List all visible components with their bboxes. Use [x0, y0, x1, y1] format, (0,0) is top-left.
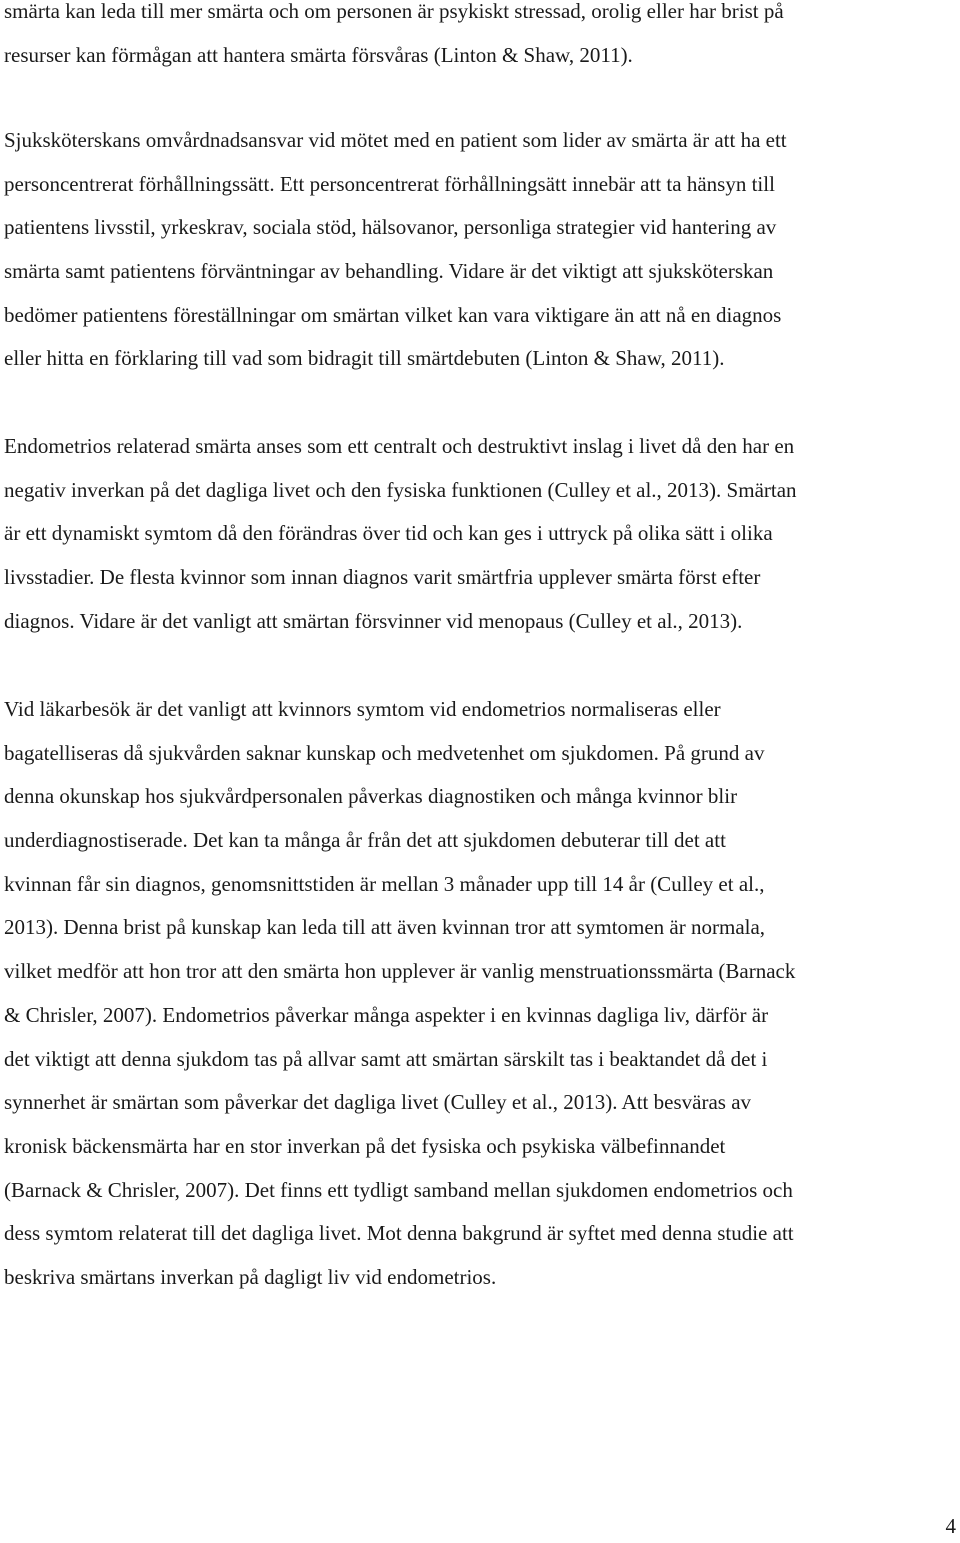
- text-line: (Barnack & Chrisler, 2007). Det finns ett tydligt samband mellan sjukdomen endometrios och: [4, 1177, 793, 1202]
- text-line: livsstadier. De flesta kvinnor som innan diagnos varit smärtfria upplever smärta först efter: [4, 565, 761, 590]
- page-number: 4: [945, 1514, 956, 1538]
- text-line: eller hitta en förklaring till vad som bidragit till smärtdebuten (Linton & Shaw, 2011).: [4, 346, 725, 371]
- text-line: är ett dynamiskt symtom då den förändras över tid och kan ges i uttryck på olika sätt i olika: [4, 521, 773, 546]
- text-line: kvinnan får sin diagnos, genomsnittstiden är mellan 3 månader upp till 14 år (Culley et al.,: [4, 871, 765, 896]
- text-line: beskriva smärtans inverkan på dagligt liv vid endometrios.: [4, 1264, 497, 1289]
- text-line: patientens livsstil, yrkeskrav, sociala stöd, hälsovanor, personliga strategier vid hantering av: [4, 215, 777, 240]
- text-line: 2013). Denna brist på kunskap kan leda till att även kvinnan tror att symtomen är normala,: [4, 915, 766, 940]
- paragraph-3: [4, 425, 960, 643]
- paragraph-1: [4, 0, 960, 77]
- text-line: bedömer patientens föreställningar om smärtan vilket kan vara viktigare än att nå en diagnos: [4, 302, 782, 327]
- text-line: & Chrisler, 2007). Endometrios påverkar många aspekter i en kvinnas dagliga liv, därför är: [4, 1002, 769, 1027]
- text-line: resurser kan förmågan att hantera smärta försvåras (Linton & Shaw, 2011).: [4, 42, 633, 67]
- paragraph-2: [4, 119, 960, 381]
- text-line: negativ inverkan på det dagliga livet och den fysiska funktionen (Culley et al., 2013). Smärtan: [4, 477, 797, 502]
- text-line: dess symtom relaterat till det dagliga livet. Mot denna bakgrund är syftet med denna studie att: [4, 1221, 794, 1246]
- text-line: Endometrios relaterad smärta anses som ett centralt och destruktivt inslag i livet då den har en: [4, 434, 795, 458]
- text-line: denna okunskap hos sjukvårdpersonalen påverkas diagnostiken och många kvinnor blir: [4, 784, 738, 809]
- text-line: Sjuksköterskans omvårdnadsansvar vid mötet med en patient som lider av smärta är att ha ett: [4, 128, 787, 152]
- text-line: det viktigt att denna sjukdom tas på allvar samt att smärtan särskilt tas i beaktandet då det i: [4, 1046, 768, 1071]
- paragraph-4: [4, 688, 960, 1300]
- text-line: personcentrerat förhållningssätt. Ett personcentrerat förhållningsätt innebär att ta hänsyn till: [4, 171, 775, 196]
- text-line: bagatelliseras då sjukvården saknar kunskap och medvetenhet om sjukdomen. På grund av: [4, 740, 765, 765]
- text-line: smärta samt patientens förväntningar av behandling. Vidare är det viktigt att sjuksköterskan: [4, 259, 774, 284]
- text-line: smärta kan leda till mer smärta och om personen är psykiskt stressad, orolig eller har brist på: [4, 0, 784, 23]
- text-line: underdiagnostiserade. Det kan ta många år från det att sjukdomen debuterar till det att: [4, 828, 726, 853]
- text-line: diagnos. Vidare är det vanligt att smärtan försvinner vid menopaus (Culley et al., 2013).: [4, 608, 743, 633]
- text-line: kronisk bäckensmärta har en stor inverkan på det fysiska och psykiska välbefinnandet: [4, 1133, 726, 1158]
- text-line: synnerhet är smärtan som påverkar det dagliga livet (Culley et al., 2013). Att besväras av: [4, 1090, 752, 1115]
- text-line: Vid läkarbesök är det vanligt att kvinnors symtom vid endometrios normaliseras eller: [4, 697, 721, 721]
- text-line: vilket medför att hon tror att den smärta hon upplever är vanlig menstruationssmärta (Barnack: [4, 959, 796, 984]
